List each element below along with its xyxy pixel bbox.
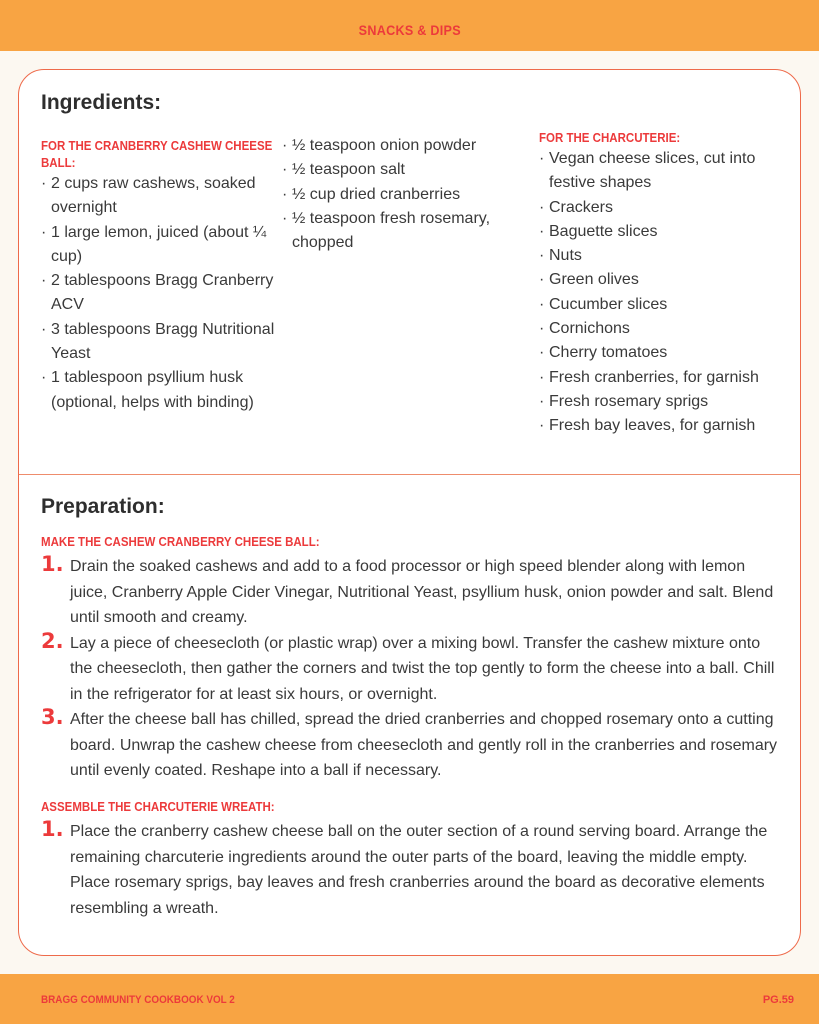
- page-number: PG.59: [762, 994, 794, 1006]
- ingredients-heading: Ingredients:: [41, 91, 162, 114]
- header-band: [0, 0, 819, 51]
- ingredient-item: · Nuts: [539, 244, 789, 268]
- ingredient-item: · Cucumber slices: [539, 293, 789, 317]
- ingredient-item: · Baguette slices: [539, 220, 789, 244]
- step-item: [41, 707, 786, 784]
- charcuterie-subheading: FOR THE CHARCUTERIE:: [539, 131, 681, 145]
- cheese-ball-steps: [41, 554, 786, 784]
- step-text: Lay a piece of cheesecloth (or plastic wrap) over a mixing bowl. Transfer the cashew mixture onto the cheesecloth, then gather the corners and twist the top gently to form the cheese into a ball. Chill in the refrigerator for at least six hours, or overnight.: [70, 634, 775, 703]
- step-item: [41, 628, 786, 708]
- step-item: [41, 819, 786, 921]
- ingredient-item: · 2 cups raw cashews, soaked overnight: [41, 172, 281, 221]
- wreath-steps-subheading: ASSEMBLE THE CHARCUTERIE WREATH:: [41, 800, 275, 814]
- ingredient-item: · Green olives: [539, 268, 789, 292]
- ingredients-column-3: [539, 130, 789, 439]
- recipe-card: [18, 69, 801, 956]
- ingredient-item: · 1 large lemon, juiced (about ¼ cup): [41, 221, 281, 270]
- step-number: 3.: [41, 705, 64, 729]
- step-number: 2.: [41, 628, 64, 653]
- ingredient-item: · ½ teaspoon salt: [282, 158, 532, 182]
- step-text: After the cheese ball has chilled, spread the dried cranberries and chopped rosemary onto a cutting board. Unwrap the cashew cheese from cheesecloth and gently roll in the cranberries and rosemary until evenly coated. Reshape into a ball if necessary.: [70, 711, 778, 779]
- step-number: 1.: [41, 552, 64, 576]
- ingredient-item: · Cherry tomatoes: [539, 341, 789, 365]
- ingredient-item: · 2 tablespoons Bragg Cranberry ACV: [41, 269, 281, 318]
- cheese-ball-ingredient-list: [41, 172, 281, 415]
- ingredient-item: · Fresh rosemary sprigs: [539, 390, 789, 414]
- section-title: SNACKS & DIPS: [358, 21, 461, 38]
- book-title: BRAGG COMMUNITY COOKBOOK VOL 2: [41, 994, 235, 1006]
- ingredient-item: · Fresh cranberries, for garnish: [539, 366, 789, 390]
- cheese-ball-steps-subheading: MAKE THE CASHEW CRANBERRY CHEESE BALL:: [41, 535, 320, 549]
- step-text: Place the cranberry cashew cheese ball on the outer section of a round serving board. Arrange the remaining charcuterie ingredients around the outer parts of the board, leaving the middle empty. Place rosemary sprigs, bay leaves and fresh cranberries around the board as decorative elements resembling a wreath.: [70, 823, 768, 917]
- ingredient-item: · Cornichons: [539, 317, 789, 341]
- step-text: Drain the soaked cashews and add to a food processor or high speed blender along with lemon juice, Cranberry Apple Cider Vinegar, Nutritional Yeast, psyllium husk, onion powder and salt. Blend until smooth and creamy.: [70, 558, 774, 626]
- wreath-steps: [41, 819, 786, 921]
- ingredient-item: · 3 tablespoons Bragg Nutritional Yeast: [41, 318, 281, 367]
- ingredient-item: · 1 tablespoon psyllium husk (optional, helps with binding): [41, 366, 281, 415]
- cheese-ball-subheading: FOR THE CRANBERRY CASHEW CHEESE BALL:: [41, 139, 273, 170]
- ingredient-item: · Fresh bay leaves, for garnish: [539, 414, 789, 438]
- preparation-heading: Preparation:: [41, 495, 165, 518]
- ingredient-item: · ½ teaspoon onion powder: [282, 134, 532, 158]
- cheese-ball-ingredient-list-continued: [282, 134, 532, 255]
- step-item: [41, 554, 786, 631]
- ingredient-item: · Crackers: [539, 196, 789, 220]
- ingredients-section: [19, 70, 800, 475]
- ingredient-item: · ½ teaspoon fresh rosemary, chopped: [282, 207, 532, 256]
- ingredients-column-2: [282, 134, 532, 255]
- charcuterie-ingredient-list: [539, 147, 789, 439]
- ingredient-item: · ½ cup dried cranberries: [282, 183, 532, 207]
- footer-band: [0, 974, 819, 1024]
- ingredients-column-1: [41, 138, 281, 415]
- ingredient-item: · Vegan cheese slices, cut into festive shapes: [539, 147, 789, 196]
- step-number: 1.: [41, 817, 64, 841]
